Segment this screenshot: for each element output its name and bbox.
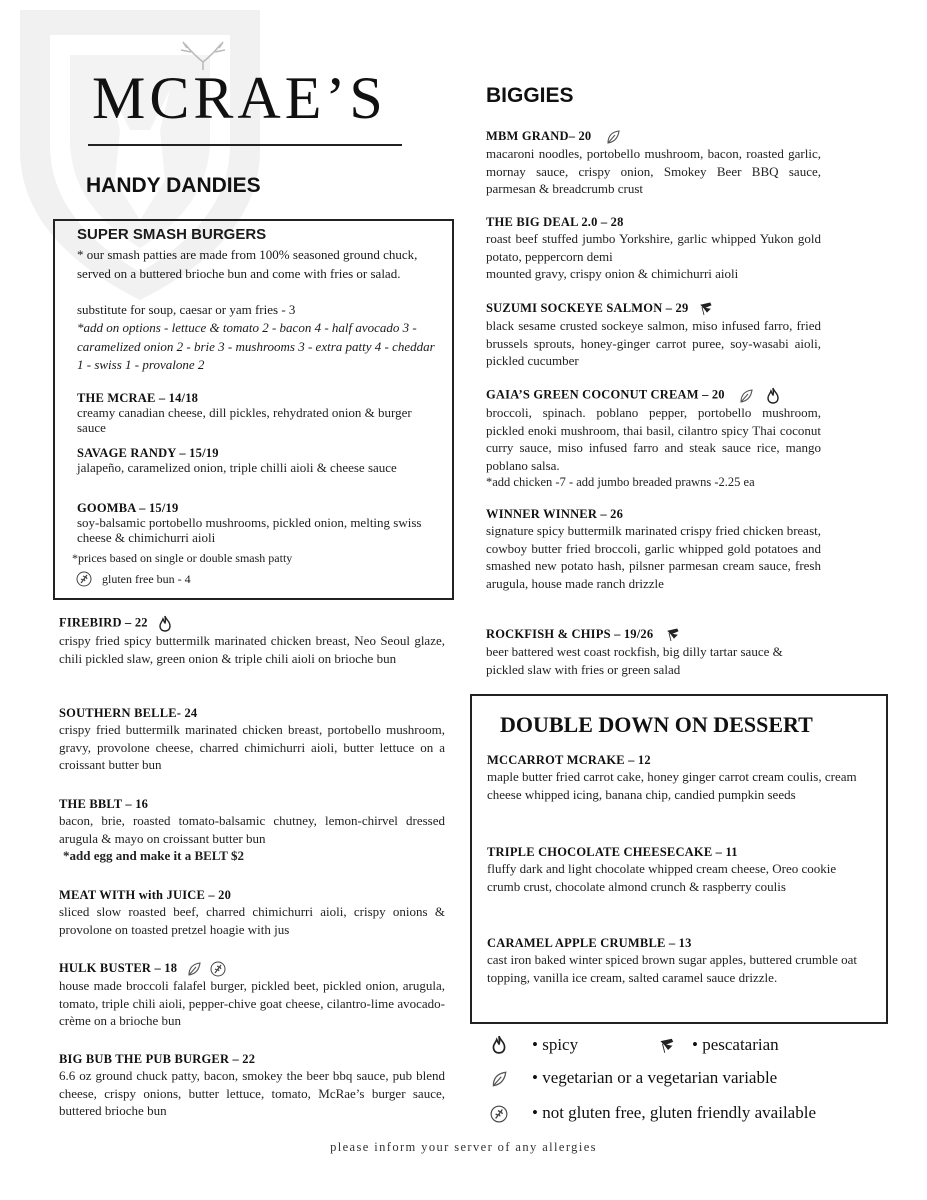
item-description-cont: mounted gravy, crispy onion & chimichurri aioli [486, 266, 739, 281]
menu-item [59, 797, 445, 865]
item-name: MBM GRAND– 20 [486, 129, 821, 145]
gluten-free-note [76, 571, 191, 587]
gluten-free-bun-label: gluten free bun - 4 [102, 571, 191, 586]
smash-addon-options: *add on options - lettuce & tomato 2 - bacon 4 - half avocado 3 - caramelized onion 2 - brie 3 - mushrooms 3 - extra patty 4 - cheddar 1 - swiss 1 - provalone 2 [77, 320, 435, 372]
smash-burgers-title: SUPER SMASH BURGERS [77, 226, 267, 243]
legend-gluten: • not gluten free, gluten friendly available [532, 1103, 816, 1122]
legend-vegetarian: • vegetarian or a vegetarian variable [532, 1068, 778, 1087]
item-name: SOUTHERN BELLE- 24 [59, 706, 198, 720]
prices-note: *prices based on single or double smash patty [72, 551, 293, 565]
wheat-icon [490, 1105, 508, 1123]
menu-item [77, 446, 437, 476]
leaf-icon [605, 129, 621, 145]
legend-pescatarian: • pescatarian [692, 1035, 779, 1054]
menu-item [77, 501, 437, 545]
item-name: WINNER WINNER – 26 [486, 507, 624, 521]
menu-item [486, 301, 821, 370]
menu-item [59, 706, 445, 774]
item-name: MCCARROT MCRAKE – 12 [487, 753, 651, 767]
section-title-handy-dandies: HANDY DANDIES [86, 174, 261, 197]
menu-item [487, 753, 872, 803]
menu-item [486, 387, 821, 492]
item-name: BIG BUB THE PUB BURGER – 22 [59, 1052, 256, 1066]
flame-icon [157, 615, 173, 632]
item-name: GOOMBA – 15/19 [77, 501, 179, 515]
item-name: THE BIG DEAL 2.0 – 28 [486, 215, 624, 229]
wheat-icon [210, 961, 226, 977]
item-name: CARAMEL APPLE CRUMBLE – 13 [487, 936, 692, 950]
item-name: SAVAGE RANDY – 15/19 [77, 446, 219, 460]
logo-divider [88, 144, 402, 146]
menu-item [487, 936, 872, 986]
leaf-icon [490, 1070, 508, 1088]
item-name: ROCKFISH & CHIPS – 19/26 [486, 627, 821, 643]
menu-item [59, 888, 445, 938]
item-description: creamy canadian cheese, dill pickles, rehydrated onion & burger sauce [77, 405, 412, 435]
item-name: MEAT WITH with JUICE – 20 [59, 888, 232, 902]
item-description: macaroni noodles, portobello mushroom, bacon, roasted garlic, mornay sauce, crispy onion, Smokey Beer BBQ sauce, parmesan & breadcrumb crust [486, 146, 821, 197]
brand-logo: MCRAE’S [92, 65, 387, 131]
item-note: *add chicken -7 - add jumbo breaded prawns -2.25 ea [486, 475, 755, 489]
item-description: fluffy dark and light chocolate whipped cream cheese, Oreo cookie crumb crust, chocolate almond crunch & raspberry coulis [487, 861, 837, 894]
item-name: FIREBIRD – 22 [59, 615, 445, 632]
item-description: roast beef stuffed jumbo Yorkshire, garlic whipped Yukon gold potato, peppercorn demi [486, 231, 821, 264]
smash-burgers-description: * our smash patties are made from 100% seasoned ground chuck, served on a buttered brioche bun and come with fries or salad. [77, 247, 418, 281]
allergy-footer: please inform your server of any allergies [330, 1140, 597, 1154]
item-description: broccoli, spinach. poblano pepper, portobello mushroom, pickled enoki mushroom, thai basil, cilantro spicy Thai coconut curry sauce, miso infused farro and steak sauce rice, mango poblano salsa. [486, 405, 821, 473]
item-name: THE MCRAE – 14/18 [77, 391, 199, 405]
menu-item [486, 627, 821, 678]
legend-spicy: • spicy [532, 1035, 579, 1054]
fish-leaf-icon [658, 1037, 676, 1055]
leaf-icon [738, 388, 754, 404]
fish-leaf-icon [698, 301, 714, 317]
section-title-biggies: BIGGIES [486, 84, 574, 107]
item-description: signature spicy buttermilk marinated crispy fried chicken breast, cowboy butter fried broccoli, garlic whipped gold potatoes and smashed new potato hash, pilsner parmesan cream sauce, fresh arugula, house made ranch drizzle [486, 523, 821, 591]
item-description: cast iron baked winter spiced brown sugar apples, buttered crumble oat topping, vanilla ice cream, salted caramel sauce drizzle. [487, 952, 858, 985]
item-description: jalapeño, caramelized onion, triple chilli aioli & cheese sauce [77, 460, 397, 475]
wheat-icon [76, 571, 92, 587]
menu-item [59, 1052, 445, 1120]
menu-item [487, 845, 872, 895]
menu-item [59, 615, 445, 667]
item-description: crispy fried spicy buttermilk marinated chicken breast, Neo Seoul glaze, chili pickled slaw, green onion & triple chili aioli on brioche bun [59, 633, 445, 666]
menu-item [486, 507, 821, 592]
item-description: soy-balsamic portobello mushrooms, pickled onion, melting swiss cheese & chimichurri aioli [77, 515, 422, 545]
menu-item [77, 391, 437, 435]
menu-item [59, 961, 445, 1030]
item-description: maple butter fried carrot cake, honey ginger carrot cream coulis, cream cheese whipped icing, banana chip, candied pumpkin seeds [487, 769, 857, 802]
item-description: black sesame crusted sockeye salmon, miso infused farro, fried brussels sprouts, honey-ginger carrot puree, soy-wasabi aioli, pickled cucumber [486, 318, 821, 369]
leaf-icon [186, 961, 202, 977]
flame-icon [765, 387, 781, 404]
item-name: HULK BUSTER – 18 [59, 961, 445, 977]
item-name: GAIA’S GREEN COCONUT CREAM – 20 [486, 387, 821, 404]
smash-substitute-note: substitute for soup, caesar or yam fries - 3 [77, 302, 296, 317]
item-note: *add egg and make it a BELT $2 [63, 848, 244, 863]
item-description: beer battered west coast rockfish, big dilly tartar sauce & pickled slaw with fries or green salad [486, 644, 783, 677]
item-description: sliced slow roasted beef, charred chimichurri aioli, crispy onions & provolone on toasted pretzel hoagie with jus [59, 904, 445, 937]
item-description: crispy fried buttermilk marinated chicken breast, portobello mushroom, gravy, provolone cheese, charred chimichurri aioli, butter lettuce on a croissant butter bun [59, 722, 445, 772]
item-description: bacon, brie, roasted tomato-balsamic chutney, lemon-chirvel dressed arugula & mayo on croissant butter bun [59, 813, 445, 846]
item-name: THE BBLT – 16 [59, 797, 149, 811]
item-name: TRIPLE CHOCOLATE CHEESECAKE – 11 [487, 845, 738, 859]
menu-item [486, 215, 821, 283]
fish-leaf-icon [665, 627, 681, 643]
menu-item [486, 129, 821, 198]
item-description: house made broccoli falafel burger, pickled beet, pickled onion, arugula, tomato, triple chili aioli, pepper-chive goat cheese, cilantro-lime avocado-crème on a brioche bun [59, 978, 445, 1029]
section-title-dessert: DOUBLE DOWN ON DESSERT [500, 712, 813, 737]
item-name: SUZUMI SOCKEYE SALMON – 29 [486, 301, 821, 317]
flame-icon [490, 1035, 508, 1054]
item-description: 6.6 oz ground chuck patty, bacon, smokey the beer bbq sauce, pub blend cheese, crispy onions, butter lettuce, tomato, McRae’s burger sauce, buttered brioche bun [59, 1068, 445, 1118]
